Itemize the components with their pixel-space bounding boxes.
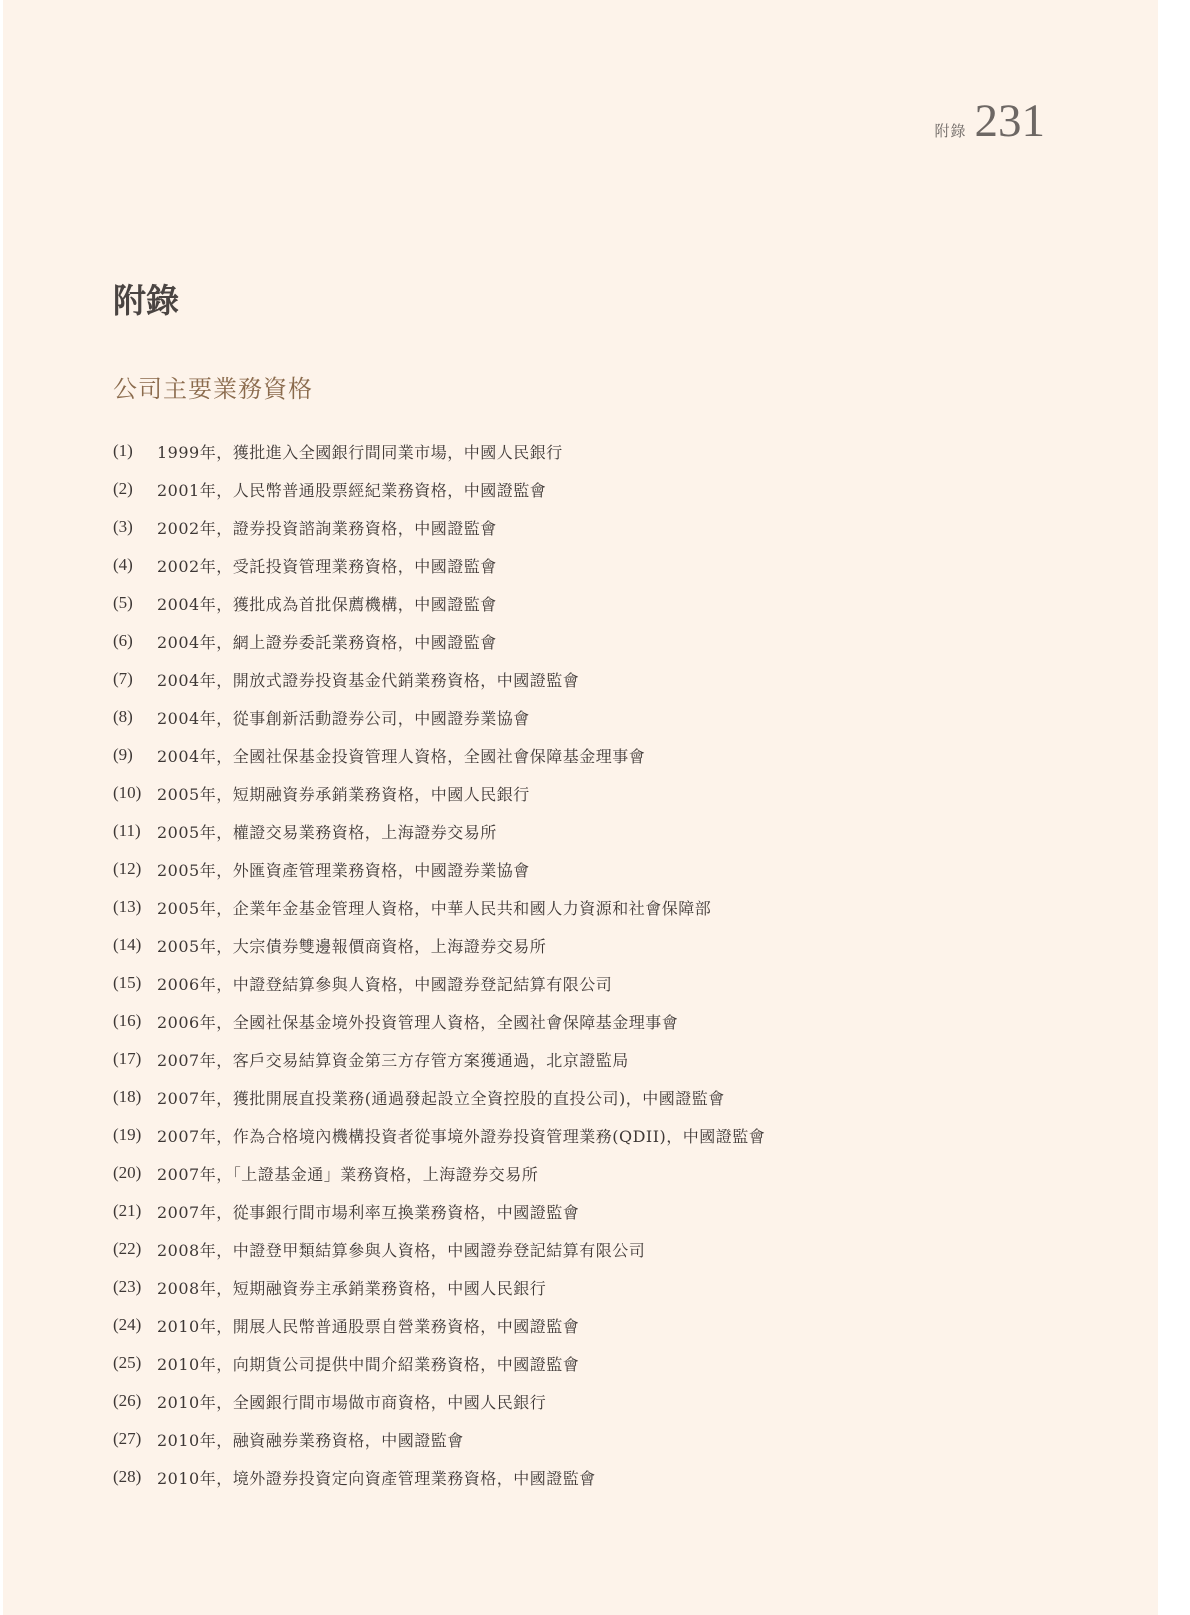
list-item <box>113 1382 1053 1420</box>
list-item-text: 2010年，開展人民幣普通股票自營業務資格，中國證監會 <box>157 1316 580 1336</box>
list-item-text: 2004年，全國社保基金投資管理人資格，全國社會保障基金理事會 <box>157 746 646 766</box>
list-item <box>113 1040 1053 1078</box>
list-item <box>113 1268 1053 1306</box>
list-item <box>113 1192 1053 1230</box>
list-item-text: 2005年，大宗債券雙邊報價商資格，上海證券交易所 <box>157 936 547 956</box>
list-item-number: (1) <box>113 441 133 460</box>
list-item-text: 2004年，獲批成為首批保薦機構，中國證監會 <box>157 594 497 614</box>
list-item-text: 2004年，從事創新活動證券公司，中國證券業協會 <box>157 708 530 728</box>
list-item <box>113 850 1053 888</box>
page-header <box>934 95 1045 147</box>
list-item-text: 2010年，向期貨公司提供中間介紹業務資格，中國證監會 <box>157 1354 580 1374</box>
list-item-number: (15) <box>113 973 142 992</box>
list-item-number: (20) <box>113 1163 142 1182</box>
list-item <box>113 432 1053 470</box>
list-item <box>113 1002 1053 1040</box>
list-item-number: (3) <box>113 517 133 536</box>
list-item-text: 1999年，獲批進入全國銀行間同業市場，中國人民銀行 <box>157 442 563 462</box>
list-item-text: 2005年，短期融資券承銷業務資格，中國人民銀行 <box>157 784 530 804</box>
list-item <box>113 888 1053 926</box>
list-item <box>113 508 1053 546</box>
list-item-number: (6) <box>113 631 133 650</box>
list-item <box>113 622 1053 660</box>
list-item-number: (24) <box>113 1315 142 1334</box>
list-item <box>113 1230 1053 1268</box>
list-item <box>113 1116 1053 1154</box>
list-item <box>113 1154 1053 1192</box>
list-item-number: (26) <box>113 1391 142 1410</box>
list-item-text: 2007年，獲批開展直投業務(通過發起設立全資控股的直投公司)，中國證監會 <box>157 1088 725 1108</box>
list-item-number: (22) <box>113 1239 142 1258</box>
list-item-number: (21) <box>113 1201 142 1220</box>
section-title: 公司主要業務資格 <box>113 375 313 403</box>
list-item-text: 2004年，網上證券委託業務資格，中國證監會 <box>157 632 497 652</box>
list-item-text: 2007年，從事銀行間市場利率互換業務資格，中國證監會 <box>157 1202 580 1222</box>
list-item <box>113 812 1053 850</box>
list-item-number: (17) <box>113 1049 142 1068</box>
list-item <box>113 1078 1053 1116</box>
list-item-number: (18) <box>113 1087 142 1106</box>
list-item-number: (19) <box>113 1125 142 1144</box>
list-item-text: 2005年，權證交易業務資格，上海證券交易所 <box>157 822 497 842</box>
list-item-number: (7) <box>113 669 133 688</box>
list-item-number: (8) <box>113 707 133 726</box>
list-item-text: 2006年，全國社保基金境外投資管理人資格，全國社會保障基金理事會 <box>157 1012 679 1032</box>
list-item <box>113 964 1053 1002</box>
list-item-number: (13) <box>113 897 142 916</box>
header-section-label: 附錄 <box>934 122 967 140</box>
qualification-list <box>113 432 1053 1496</box>
list-item-number: (12) <box>113 859 142 878</box>
list-item-number: (23) <box>113 1277 142 1296</box>
page-number: 231 <box>974 95 1045 147</box>
list-item-number: (9) <box>113 745 133 764</box>
list-item-text: 2002年，受託投資管理業務資格，中國證監會 <box>157 556 497 576</box>
list-item-number: (10) <box>113 783 142 802</box>
list-item <box>113 1306 1053 1344</box>
list-item <box>113 1458 1053 1496</box>
list-item-text: 2004年，開放式證券投資基金代銷業務資格，中國證監會 <box>157 670 580 690</box>
list-item-number: (11) <box>113 821 141 840</box>
document-page <box>3 0 1158 1615</box>
page-title: 附錄 <box>113 281 179 320</box>
list-item-text: 2007年，「上證基金通」業務資格，上海證券交易所 <box>157 1164 539 1184</box>
list-item-number: (27) <box>113 1429 142 1448</box>
list-item <box>113 774 1053 812</box>
list-item-number: (5) <box>113 593 133 612</box>
list-item <box>113 546 1053 584</box>
list-item-text: 2001年，人民幣普通股票經紀業務資格，中國證監會 <box>157 480 547 500</box>
list-item <box>113 926 1053 964</box>
list-item <box>113 470 1053 508</box>
list-item-text: 2010年，全國銀行間市場做市商資格，中國人民銀行 <box>157 1392 547 1412</box>
list-item-text: 2008年，中證登甲類結算參與人資格，中國證券登記結算有限公司 <box>157 1240 646 1260</box>
list-item-text: 2007年，客戶交易結算資金第三方存管方案獲通過，北京證監局 <box>157 1050 629 1070</box>
list-item <box>113 1420 1053 1458</box>
list-item-text: 2006年，中證登結算參與人資格，中國證券登記結算有限公司 <box>157 974 613 994</box>
list-item <box>113 698 1053 736</box>
list-item-number: (4) <box>113 555 133 574</box>
list-item <box>113 736 1053 774</box>
list-item-number: (2) <box>113 479 133 498</box>
list-item-text: 2007年，作為合格境內機構投資者從事境外證券投資管理業務(QDII)，中國證監會 <box>157 1126 766 1146</box>
list-item-number: (28) <box>113 1467 142 1486</box>
list-item-text: 2005年，外匯資產管理業務資格，中國證券業協會 <box>157 860 530 880</box>
list-item-number: (14) <box>113 935 142 954</box>
list-item-number: (25) <box>113 1353 142 1372</box>
list-item-text: 2010年，融資融券業務資格，中國證監會 <box>157 1430 464 1450</box>
list-item-number: (16) <box>113 1011 142 1030</box>
list-item <box>113 1344 1053 1382</box>
list-item-text: 2010年，境外證券投資定向資產管理業務資格，中國證監會 <box>157 1468 596 1488</box>
list-item-text: 2002年，證券投資諮詢業務資格，中國證監會 <box>157 518 497 538</box>
list-item-text: 2008年，短期融資券主承銷業務資格，中國人民銀行 <box>157 1278 547 1298</box>
list-item <box>113 660 1053 698</box>
list-item <box>113 584 1053 622</box>
list-item-text: 2005年，企業年金基金管理人資格，中華人民共和國人力資源和社會保障部 <box>157 898 712 918</box>
